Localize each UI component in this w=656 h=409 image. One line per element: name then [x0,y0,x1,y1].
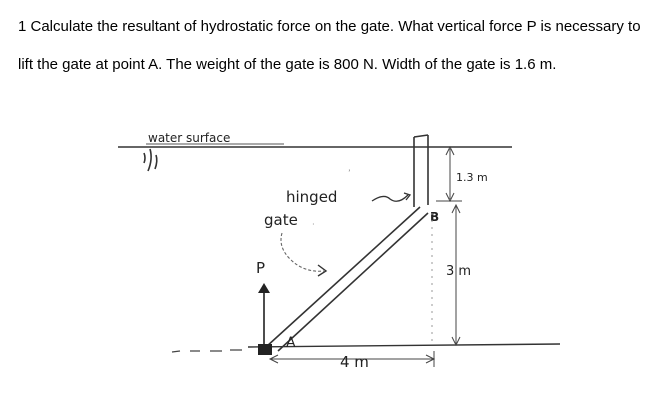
problem-statement: 1 Calculate the resultant of hydrostatic force on the gate. What vertical force P is necessary to lift the gate at point A. The weight of the gate is 800 N. Width of the gate is 1.6 m. [18,18,641,73]
force-p-label: P [256,259,266,277]
wall-top [414,135,428,137]
bottom-dashes [172,350,242,352]
point-b-label: B [430,210,440,224]
water-surface-label: water surface [148,131,231,145]
gate-upper-edge [278,213,428,351]
gate-pointer-arrowhead [318,265,326,276]
dim-4m-label: 4 m [340,353,369,371]
force-p-arrowhead [258,283,270,293]
support-block [258,344,272,355]
water-surface-symbol [144,149,157,171]
water-dot: ʼ [348,168,351,177]
gate-diagram [0,115,656,409]
dim-3m-label: 3 m [446,264,472,279]
gate-label: gate [264,211,298,229]
water-dot: · [370,248,373,257]
water-dot: · [312,220,315,229]
dim-1.3m-label: 1.3 m [456,171,488,184]
hinge-pointer [372,195,408,201]
gate-pointer [281,233,324,271]
hinged-label: hinged [286,188,338,206]
point-a-label: A [286,335,296,351]
